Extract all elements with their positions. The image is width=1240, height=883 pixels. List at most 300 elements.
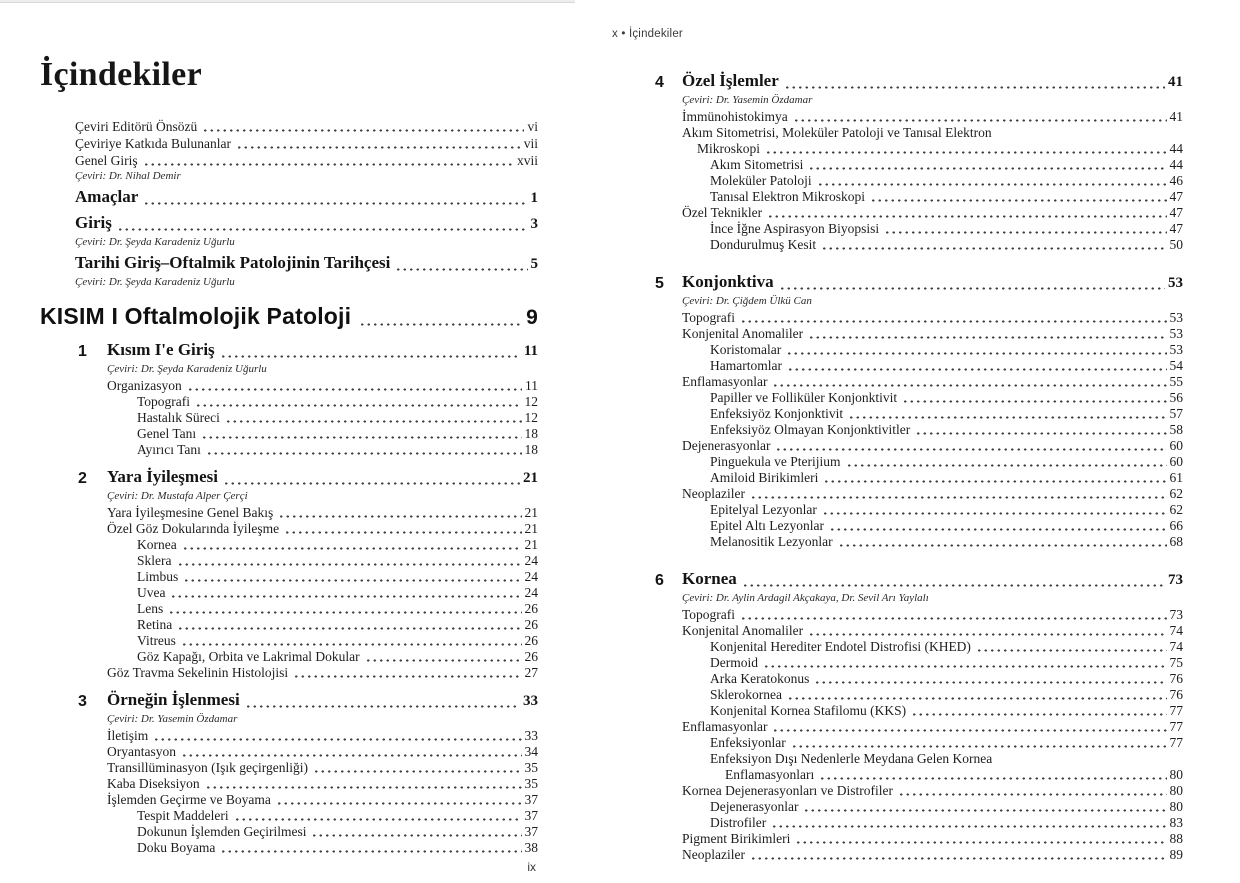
page-number: 83 — [1169, 815, 1183, 830]
toc-chapter-heading — [40, 689, 538, 712]
page-number: 1 — [530, 190, 538, 206]
page-number: 26 — [524, 601, 538, 616]
dot-leader — [838, 544, 1167, 547]
toc-entry-level2 — [655, 189, 1183, 205]
dot-leader — [153, 738, 521, 741]
dot-leader — [740, 320, 1166, 323]
dot-leader — [803, 809, 1166, 812]
entry-label: Dondurulmuş Kesit — [710, 237, 817, 252]
page-number: 77 — [1169, 719, 1183, 734]
toc-entry-level2 — [655, 342, 1183, 358]
dot-leader — [187, 388, 522, 391]
toc-entry-level2 — [40, 601, 538, 617]
toc-entry-level1 — [40, 728, 538, 744]
page-number: 61 — [1169, 470, 1183, 485]
toc-entry-level1 — [655, 374, 1183, 390]
entry-label: Sklerokornea — [710, 687, 782, 702]
page-number: 76 — [1169, 687, 1183, 702]
entry-label: Dejenerasyonlar — [682, 438, 771, 453]
page-number: 73 — [1168, 572, 1183, 588]
dot-leader — [276, 802, 522, 805]
page-number: 68 — [1169, 534, 1183, 549]
dot-leader — [202, 129, 524, 132]
toc-entry-level2 — [655, 422, 1183, 438]
entry-label: Pinguekula ve Pterijium — [710, 454, 841, 469]
page-number: 80 — [1169, 799, 1183, 814]
entry-label: Giriş — [75, 213, 112, 232]
entry-label: Göz Kapağı, Orbita ve Lakrimal Dokular — [137, 649, 360, 664]
dot-leader — [750, 496, 1167, 499]
page-number: 77 — [1169, 735, 1183, 750]
page-number: 62 — [1169, 486, 1183, 501]
entry-label: Lens — [137, 601, 164, 616]
page-number: 26 — [524, 633, 538, 648]
entry-label: Ayırıcı Tanı — [137, 442, 201, 457]
page-number: 34 — [524, 744, 538, 759]
toc-entry-level2 — [655, 406, 1183, 422]
page-number: 53 — [1168, 275, 1183, 291]
toc-entry-level2 — [40, 633, 538, 649]
entry-label: Çeviri: Dr. Şeyda Karadeniz Uğurlu — [75, 236, 235, 248]
toc-entry-level1 — [40, 776, 538, 792]
toc-entry-level2 — [655, 502, 1183, 518]
page-number: 80 — [1169, 783, 1183, 798]
entry-label: Pigment Birikimleri — [682, 831, 791, 846]
dot-leader — [870, 199, 1166, 202]
toc-entry-level1 — [655, 326, 1183, 342]
page-number: 53 — [1169, 310, 1183, 325]
page-number: 18 — [524, 442, 538, 457]
dot-leader — [181, 643, 522, 646]
toc-entry-wrapped-line — [655, 751, 1183, 767]
chapter-number: 4 — [655, 74, 664, 91]
dot-leader — [787, 368, 1167, 371]
toc-entry-level2 — [655, 470, 1183, 486]
page-number: 12 — [524, 410, 538, 425]
entry-label: Topografi — [682, 310, 736, 325]
toc-entry-level1 — [40, 521, 538, 537]
entry-label: Özel İşlemler — [682, 71, 779, 90]
entry-label: Tarihi Giriş–Oftalmik Patolojinin Tarihçesi — [75, 253, 391, 272]
dot-leader — [791, 745, 1167, 748]
entry-label: Çeviri: Dr. Çiğdem Ülkü Can — [682, 295, 812, 307]
dot-leader — [787, 697, 1167, 700]
dot-leader — [795, 841, 1166, 844]
entry-label: Çeviriye Katkıda Bulunanlar — [75, 136, 231, 151]
entry-label: Özel Göz Dokularında İyileşme — [107, 521, 280, 536]
toc-entry-level2 — [40, 442, 538, 458]
entry-label: Enfeksiyonlar — [710, 735, 786, 750]
page-number: 38 — [524, 840, 538, 855]
entry-label: Koristomalar — [710, 342, 782, 357]
dot-leader — [220, 355, 521, 358]
toc-page-right — [655, 70, 1183, 863]
entry-label: Amiloid Birikimleri — [710, 470, 819, 485]
entry-label: Konjenital Herediter Endotel Distrofisi (KHED) — [710, 639, 971, 654]
toc-entry-level2 — [655, 534, 1183, 550]
toc-chapter-heading — [40, 339, 538, 362]
entry-label: Distrofiler — [710, 815, 767, 830]
entry-label: Amaçlar — [75, 187, 139, 206]
page-number: 37 — [524, 792, 538, 807]
page-number: 9 — [526, 306, 538, 329]
page-number: 89 — [1169, 847, 1183, 862]
entry-label: Yara İyileşmesine Genel Bakış — [107, 505, 274, 520]
entry-label: Tespit Maddeleri — [137, 808, 229, 823]
entry-label: Hastalık Süreci — [137, 410, 220, 425]
entry-label: Kısım I'e Giriş — [107, 340, 215, 359]
toc-entry-level2 — [655, 671, 1183, 687]
entry-label: Neoplaziler — [682, 847, 745, 862]
toc-entry-level2 — [40, 537, 538, 553]
toc-list-right — [655, 70, 1183, 863]
dot-leader — [784, 86, 1165, 89]
chapter-number: 2 — [78, 470, 87, 487]
toc-entry-level2 — [655, 221, 1183, 237]
entry-label: Topografi — [682, 607, 736, 622]
dot-leader — [771, 825, 1166, 828]
entry-label: Örneğin İşlenmesi — [107, 690, 240, 709]
toc-entry-level1 — [40, 744, 538, 760]
dot-leader — [742, 584, 1165, 587]
page-number: 80 — [1169, 767, 1183, 782]
entry-label: Enflamasyonlar — [682, 719, 768, 734]
dot-leader — [767, 215, 1166, 218]
toc-entry-level1 — [40, 665, 538, 681]
entry-label: Genel Giriş — [75, 153, 138, 168]
toc-entry-bold — [40, 212, 538, 235]
running-header: x • İçindekiler — [612, 28, 683, 40]
dot-leader — [177, 627, 521, 630]
page-number: 60 — [1169, 438, 1183, 453]
toc-entry-level1 — [655, 847, 1183, 863]
translator-credit — [40, 490, 538, 503]
toc-entry — [40, 135, 538, 152]
toc-list-left — [40, 118, 538, 856]
page-number: 58 — [1169, 422, 1183, 437]
entry-label: Konjonktiva — [682, 272, 774, 291]
page-number: 77 — [1169, 703, 1183, 718]
entry-label: Papiller ve Folliküler Konjonktivit — [710, 390, 898, 405]
toc-entry-continuation — [655, 141, 1183, 157]
toc-entry — [40, 118, 538, 135]
page-number: 26 — [524, 617, 538, 632]
translator-credit — [655, 295, 1183, 308]
entry-label: Kornea Dejenerasyonları ve Distrofiler — [682, 783, 894, 798]
page-number: 3 — [530, 216, 538, 232]
page-number: 75 — [1169, 655, 1183, 670]
page-number: 18 — [524, 426, 538, 441]
dot-leader — [902, 400, 1166, 403]
page-number: 76 — [1169, 671, 1183, 686]
page-number: 57 — [1169, 406, 1183, 421]
entry-label: Çeviri Editörü Önsözü — [75, 119, 198, 134]
page-number: 47 — [1169, 221, 1183, 236]
toc-entry-level1 — [655, 607, 1183, 623]
chapter-number: 1 — [78, 343, 87, 360]
entry-label: Organizasyon — [107, 378, 182, 393]
folio-page-number: ix — [527, 860, 536, 874]
entry-label: Kornea — [137, 537, 177, 552]
page-number: 41 — [1169, 109, 1183, 124]
toc-entry-level2 — [655, 655, 1183, 671]
page-number: 66 — [1169, 518, 1183, 533]
translator-credit — [40, 713, 538, 726]
toc-entry-level2 — [40, 569, 538, 585]
page-number: 26 — [524, 649, 538, 664]
entry-label: İnce İğne Aspirasyon Biyopsisi — [710, 221, 880, 236]
entry-label: Hamartomlar — [710, 358, 782, 373]
toc-entry-level2 — [40, 808, 538, 824]
entry-label: Çeviri: Dr. Şeyda Karadeniz Uğurlu — [75, 276, 235, 288]
dot-leader — [848, 416, 1166, 419]
dot-leader — [293, 675, 521, 678]
translator-credit — [655, 592, 1183, 605]
page-number: 21 — [524, 521, 538, 536]
entry-label: Enfeksiyöz Olmayan Konjonktivitler — [710, 422, 911, 437]
dot-leader — [225, 420, 522, 423]
toc-entry-level2 — [40, 840, 538, 856]
chapter-number: 5 — [655, 275, 664, 292]
dot-leader — [898, 793, 1166, 796]
toc-entry-level1 — [655, 486, 1183, 502]
page-number: 73 — [1169, 607, 1183, 622]
dot-leader — [772, 729, 1166, 732]
toc-entry-level1 — [655, 205, 1183, 221]
page-number: 47 — [1169, 189, 1183, 204]
entry-label: Neoplaziler — [682, 486, 745, 501]
page-number: 21 — [524, 537, 538, 552]
dot-leader — [206, 452, 522, 455]
toc-entry-level2 — [655, 687, 1183, 703]
dot-leader — [395, 268, 527, 271]
page-number: 88 — [1169, 831, 1183, 846]
toc-chapter-heading — [655, 568, 1183, 591]
entry-label: İşlemden Geçirme ve Boyama — [107, 792, 271, 807]
dot-leader — [201, 436, 521, 439]
entry-label: Genel Tanı — [137, 426, 197, 441]
toc-entry-level1 — [655, 109, 1183, 125]
entry-label: Uvea — [137, 585, 166, 600]
dot-leader — [359, 323, 520, 326]
toc-entry-level2 — [40, 649, 538, 665]
entry-label: Akım Sitometrisi, Moleküler Patoloji ve Tanısal Elektron — [682, 125, 992, 140]
page-number: 33 — [523, 693, 538, 709]
page-number: 5 — [530, 256, 538, 272]
dot-leader — [911, 713, 1166, 716]
page-number: 24 — [524, 569, 538, 584]
dot-leader — [117, 228, 528, 231]
dot-leader — [821, 247, 1166, 250]
entry-label: Dermoid — [710, 655, 758, 670]
dot-leader — [170, 595, 521, 598]
toc-part-heading — [40, 303, 538, 331]
page-number: 11 — [525, 378, 538, 393]
toc-chapter-heading — [655, 271, 1183, 294]
toc-entry-level2 — [655, 157, 1183, 173]
toc-entry-level1 — [40, 760, 538, 776]
dot-leader — [822, 512, 1167, 515]
dot-leader — [220, 850, 521, 853]
toc-entry-level1 — [40, 378, 538, 394]
dot-leader — [311, 834, 521, 837]
entry-label: Epitel Altı Lezyonlar — [710, 518, 824, 533]
translator-credit — [40, 276, 538, 289]
page-number: 44 — [1169, 157, 1183, 172]
dot-leader — [223, 482, 520, 485]
dot-leader — [779, 287, 1165, 290]
dot-leader — [793, 119, 1167, 122]
dot-leader — [365, 659, 522, 662]
chapter-number: 6 — [655, 572, 664, 589]
dot-leader — [284, 531, 521, 534]
entry-label: Limbus — [137, 569, 179, 584]
page-number: 74 — [1169, 623, 1183, 638]
entry-label: Enfeksiyöz Konjonktivit — [710, 406, 844, 421]
toc-entry-level1 — [655, 831, 1183, 847]
toc-chapter-heading — [40, 466, 538, 489]
page-number: 53 — [1169, 342, 1183, 357]
toc-entry-level2 — [655, 518, 1183, 534]
dot-leader — [808, 633, 1166, 636]
translator-credit — [655, 94, 1183, 107]
entry-label: Sklera — [137, 553, 172, 568]
dot-leader — [823, 480, 1166, 483]
entry-label: Konjenital Kornea Stafilomu (KKS) — [710, 703, 907, 718]
page-number: xvii — [516, 153, 538, 168]
page-number: 53 — [1169, 326, 1183, 341]
entry-label: Konjenital Anomaliler — [682, 623, 804, 638]
page-number: 21 — [524, 505, 538, 520]
entry-label: Dokunun İşlemden Geçirilmesi — [137, 824, 307, 839]
page-number: 24 — [524, 553, 538, 568]
toc-entry-level1 — [655, 623, 1183, 639]
page-number: 74 — [1169, 639, 1183, 654]
toc-entry-level2 — [655, 815, 1183, 831]
dot-leader — [915, 432, 1166, 435]
entry-label: Akım Sitometrisi — [710, 157, 804, 172]
page-number: 37 — [524, 808, 538, 823]
entry-label: Çeviri: Dr. Yasemin Özdamar — [107, 713, 238, 725]
entry-label: Doku Boyama — [137, 840, 216, 855]
dot-leader — [245, 705, 520, 708]
entry-label: Çeviri: Dr. Nihal Demir — [75, 170, 181, 182]
toc-entry-level2 — [40, 426, 538, 442]
dot-leader — [884, 231, 1166, 234]
entry-label: Enfeksiyon Dışı Nedenlerle Meydana Gelen Kornea — [710, 751, 993, 766]
entry-label: Özel Teknikler — [682, 205, 763, 220]
dot-leader — [143, 163, 514, 166]
entry-label: Dejenerasyonlar — [710, 799, 799, 814]
dot-leader — [278, 515, 521, 518]
dot-leader — [819, 777, 1166, 780]
entry-label: İmmünohistokimya — [682, 109, 788, 124]
page-number: 55 — [1169, 374, 1183, 389]
toc-entry-level2 — [655, 735, 1183, 751]
page-number: 12 — [524, 394, 538, 409]
toc-entry-level1 — [40, 505, 538, 521]
page-number: 50 — [1169, 237, 1183, 252]
page-number: 44 — [1169, 141, 1183, 156]
scan-edge-artifact — [0, 0, 575, 3]
entry-label: Tanısal Elektron Mikroskopi — [710, 189, 866, 204]
toc-chapter-heading — [655, 70, 1183, 93]
entry-label: KISIM I Oftalmolojik Patoloji — [40, 303, 352, 329]
toc-page-left — [40, 56, 538, 874]
entry-label: Çeviri: Dr. Yasemin Özdamar — [682, 94, 813, 106]
dot-leader — [177, 563, 522, 566]
page-number: vi — [527, 119, 538, 134]
translator-credit — [40, 170, 538, 183]
dot-leader — [195, 404, 521, 407]
dot-leader — [817, 183, 1167, 186]
entry-label: Retina — [137, 617, 173, 632]
page-number: 41 — [1168, 74, 1183, 90]
entry-label: Vitreus — [137, 633, 176, 648]
entry-label: Enflamasyonları — [725, 767, 815, 782]
toc-entry-level2 — [40, 617, 538, 633]
page-number: 11 — [523, 343, 538, 359]
translator-credit — [40, 363, 538, 376]
dot-leader — [765, 151, 1166, 154]
dot-leader — [814, 681, 1166, 684]
page-number: 56 — [1169, 390, 1183, 405]
toc-entry-bold — [40, 186, 538, 209]
page-number: 47 — [1169, 205, 1183, 220]
entry-label: Epitelyal Lezyonlar — [710, 502, 817, 517]
page-title: İçindekiler — [40, 56, 202, 93]
page-number: 33 — [524, 728, 538, 743]
entry-label: Kaba Diseksiyon — [107, 776, 200, 791]
entry-label: Yara İyileşmesi — [107, 467, 218, 486]
toc-entry-wrapped-line — [655, 125, 1183, 141]
toc-entry-level2 — [40, 824, 538, 840]
entry-label: Moleküler Patoloji — [710, 173, 812, 188]
dot-leader — [183, 579, 521, 582]
toc-entry-level2 — [655, 358, 1183, 374]
toc-entry-level1 — [655, 310, 1183, 326]
toc-entry-level2 — [655, 454, 1183, 470]
dot-leader — [168, 611, 521, 614]
page-number: vii — [523, 136, 538, 151]
toc-entry-level2 — [655, 237, 1183, 253]
chapter-number: 3 — [78, 693, 87, 710]
toc-entry-bold — [40, 252, 538, 275]
entry-label: Çeviri: Dr. Mustafa Alper Çerçi — [107, 490, 248, 502]
entry-label: Göz Travma Sekelinin Histolojisi — [107, 665, 289, 680]
page-number: 24 — [524, 585, 538, 600]
dot-leader — [829, 528, 1167, 531]
entry-label: Melanositik Lezyonlar — [710, 534, 833, 549]
toc-entry-level2 — [40, 553, 538, 569]
dot-leader — [808, 336, 1166, 339]
dot-leader — [846, 464, 1167, 467]
dot-leader — [740, 617, 1166, 620]
dot-leader — [976, 649, 1167, 652]
page-number: 35 — [524, 760, 538, 775]
translator-credit — [40, 236, 538, 249]
toc-entry-continuation — [655, 767, 1183, 783]
entry-label: Arka Keratokonus — [710, 671, 810, 686]
toc-entry — [40, 152, 538, 169]
dot-leader — [786, 352, 1166, 355]
entry-label: Enflamasyonlar — [682, 374, 768, 389]
dot-leader — [750, 857, 1167, 860]
toc-entry-level2 — [655, 390, 1183, 406]
dot-leader — [772, 384, 1166, 387]
page-number: 35 — [524, 776, 538, 791]
page-number: 37 — [524, 824, 538, 839]
